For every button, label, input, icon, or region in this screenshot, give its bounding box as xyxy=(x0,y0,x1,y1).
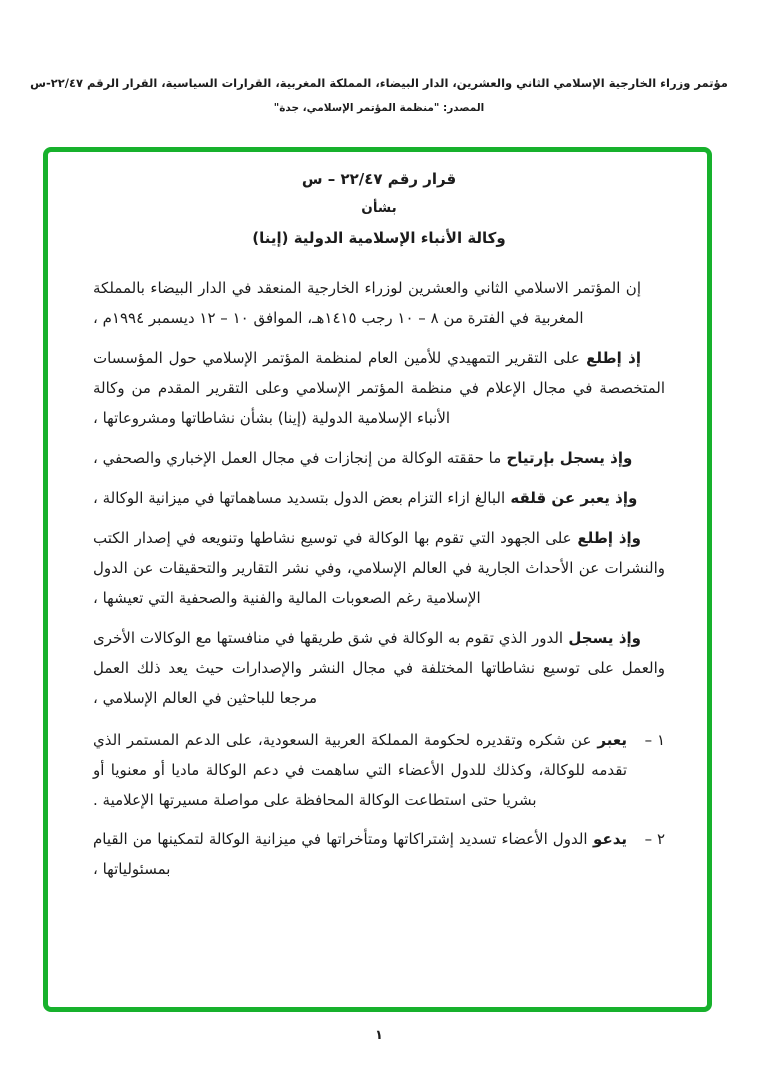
preamble-paragraph xyxy=(93,523,665,613)
item-number: ٢ – xyxy=(644,829,665,848)
paragraph-lead: وإذ إطلع xyxy=(577,528,641,547)
resolution-number-title: قرار رقم ٢٢/٤٧ – س xyxy=(301,170,457,188)
operative-items xyxy=(93,725,665,884)
page-number: ١ xyxy=(375,1028,383,1043)
resolution-regarding: بشأن xyxy=(361,200,397,216)
paragraph-text: على الجهود التي تقوم بها الوكالة في توسيع نشاطها وتنويعه في إصدار الكتب والنشرات عن الأحداث الجارية في العالم الإسلامي، وفي نشر التقارير والتحقيقات عن الدول الإسلامية رغم الصعوبات المالية والفنية والصحفية التي تعيشها ، xyxy=(93,528,665,607)
paragraph-lead: وإذ يعبر عن قلقه xyxy=(510,488,638,507)
item-paragraph xyxy=(93,824,627,884)
paragraph-lead: إذ إطلع xyxy=(586,348,641,367)
document-source-note: المصدر: "منظمة المؤتمر الإسلامي، جدة" xyxy=(273,102,485,114)
item-text: الدول الأعضاء تسديد إشتراكاتها ومتأخراتها في ميزانية الوكالة لتمكينها من القيام بمسئولياتها ، xyxy=(93,829,588,878)
preamble-paragraph xyxy=(93,443,665,473)
paragraph-lead: وإذ يسجل xyxy=(568,628,641,647)
item-number: ١ – xyxy=(644,730,665,749)
document-citation-line: مؤتمر وزراء الخارجية الإسلامي الثاني والعشرين، الدار البيضاء، المملكة المغربية، القرارات السياسية، القرار الرقم ٢٢/٤٧-س xyxy=(30,76,728,90)
document-header xyxy=(0,76,758,114)
resolution-frame xyxy=(43,147,712,1012)
operative-item xyxy=(93,824,665,884)
item-text: عن شكره وتقديره لحكومة المملكة العربية السعودية، على الدعم المستمر الذي تقدمه للوكالة، وكذلك للدول الأعضاء التي ساهمت في دعم الوكالة ماديا أو معنويا أو بشريا حتى استطاعت الوكالة المحافظة على مواصلة مسيرتها الإعلامية . xyxy=(93,730,627,809)
preamble-paragraph xyxy=(93,343,665,433)
resolution-subject: وكالة الأنباء الإسلامية الدولية (إينا) xyxy=(252,228,506,247)
paragraph-lead: وإذ يسجل بإرتياح xyxy=(506,448,633,467)
paragraph-text: البالغ ازاء التزام بعض الدول بتسديد مساهماتها في ميزانية الوكالة ، xyxy=(93,488,506,507)
preamble-paragraph xyxy=(93,483,665,513)
paragraph-text: على التقرير التمهيدي للأمين العام لمنظمة المؤتمر الإسلامي حول المؤسسات المتخصصة في مجال الإعلام في منظمة المؤتمر الإسلامي وعلى التقرير المقدم من وكالة الأنباء الإسلامية الدولية (إينا) بشأن نشاطاتها ومشروعاتها ، xyxy=(93,348,665,427)
item-lead: يعبر xyxy=(597,730,627,749)
preamble-paragraph xyxy=(93,273,665,333)
resolution-title-block xyxy=(93,172,665,246)
paragraph-text: إن المؤتمر الاسلامي الثاني والعشرين لوزراء الخارجية المنعقد في الدار البيضاء بالمملكة المغربية في الفترة من ٨ – ١٠ رجب ١٤١٥هـ، الموافق ١٠ – ١٢ ديسمبر ١٩٩٤م ، xyxy=(93,278,641,327)
item-lead: يدعو xyxy=(593,829,627,848)
operative-item xyxy=(93,725,665,815)
paragraph-text: الدور الذي تقوم به الوكالة في شق طريقها في منافستها مع الوكالات الأخرى والعمل على توسيع نشاطاتها المختلفة في مجال النشر والإصدارات حيث يعد ذلك العمل مرجعا للباحثين في العالم الإسلامي ، xyxy=(93,628,665,707)
paragraph-text: ما حققته الوكالة من إنجازات في مجال العمل الإخباري والصحفي ، xyxy=(93,448,502,467)
resolution-body xyxy=(93,273,665,884)
item-paragraph xyxy=(93,725,627,815)
preamble-paragraph xyxy=(93,623,665,713)
